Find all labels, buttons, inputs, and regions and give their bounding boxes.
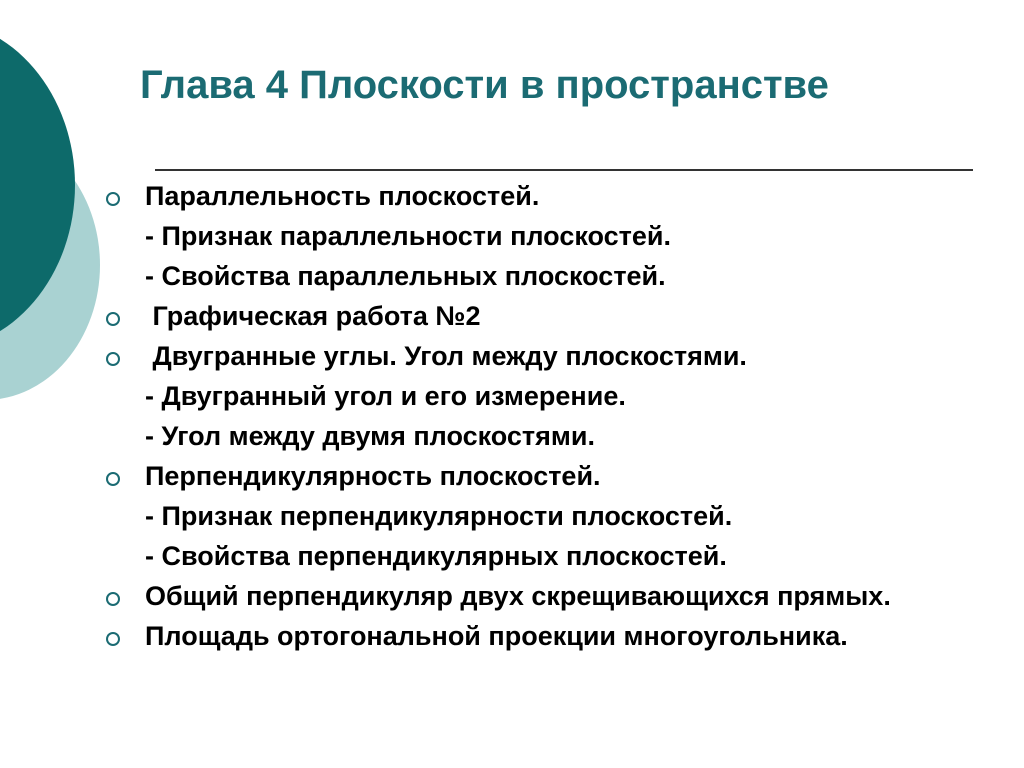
list-item [104,380,984,412]
list-item [104,580,984,612]
list-item [104,340,984,372]
list-item-text: Двугранные углы. Угол между плоскостями. [145,341,747,371]
list-item [104,460,984,492]
bullet-icon [106,192,120,206]
list-item-text: Перпендикулярность плоскостей. [145,461,601,491]
bullet-icon [106,472,120,486]
list-item [104,260,984,292]
list-item [104,300,984,332]
list-item [104,620,984,652]
list-item [104,420,984,452]
title-divider [155,169,973,171]
list-item-text: - Двугранный угол и его измерение. [145,381,626,411]
list-item-text: Общий перпендикуляр двух скрещивающихся прямых. [145,581,891,611]
list-item-text: - Свойства параллельных плоскостей. [145,261,666,291]
list-item-text: - Признак параллельности плоскостей. [145,221,671,251]
list-item-text: - Признак перпендикулярности плоскостей. [145,501,733,531]
list-item-text: - Свойства перпендикулярных плоскостей. [145,541,727,571]
bullet-icon [106,592,120,606]
list-item-text: - Угол между двумя плоскостями. [145,421,595,451]
slide-title: Глава 4 Плоскости в пространстве [140,63,829,107]
list-item [104,540,984,572]
bullet-icon [106,352,120,366]
list-item [104,180,984,212]
list-item-text: Графическая работа №2 [145,301,481,331]
bullet-icon [106,632,120,646]
list-item [104,220,984,252]
list-item [104,500,984,532]
bullet-icon [106,312,120,326]
list-item-text: Площадь ортогональной проекции многоугольника. [145,621,848,651]
list-item-text: Параллельность плоскостей. [145,181,540,211]
bullet-list [104,180,984,660]
